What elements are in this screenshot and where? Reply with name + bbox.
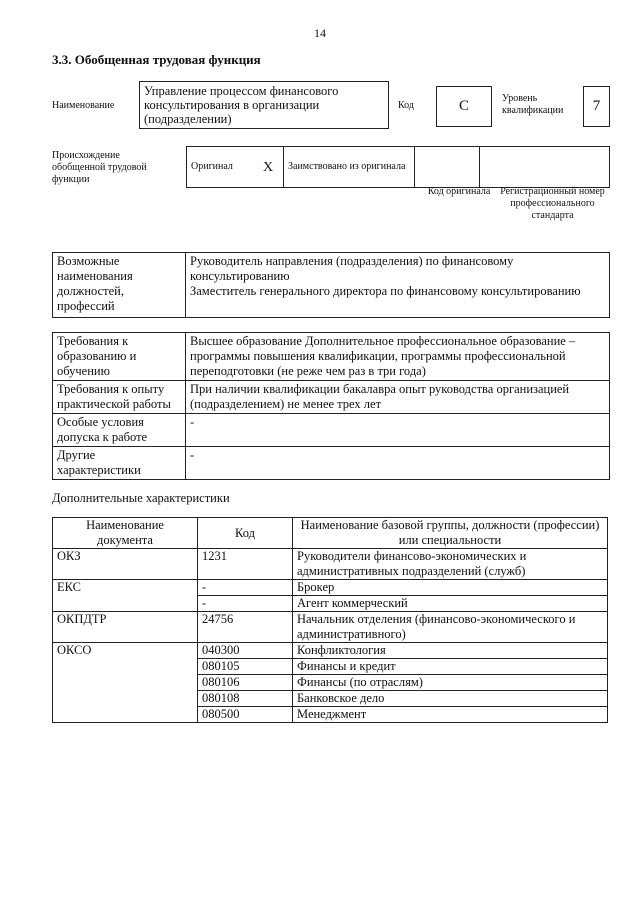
origin-table — [186, 146, 610, 188]
level-label: Уровень квалификации — [502, 93, 564, 116]
table-row — [53, 612, 608, 643]
code-cell: 080105 — [198, 659, 293, 675]
section-title: 3.3. Обобщенная трудовая функция — [52, 52, 261, 67]
name-cell: Брокер — [293, 580, 608, 596]
table-row — [53, 643, 608, 659]
name-cell: Финансы (по отраслям) — [293, 675, 608, 691]
name-cell: Менеджмент — [293, 707, 608, 723]
requirement-row — [53, 447, 610, 480]
position-2: Заместитель генерального директора по финансовому консультированию — [190, 284, 581, 298]
doc-cell: ОКПДТР — [53, 612, 198, 643]
code-cell: 1231 — [198, 549, 293, 580]
origin-label: Происхождение обобщенной трудовой функции — [52, 150, 147, 185]
table-row — [53, 580, 608, 596]
requirement-label: Требования к образованию и обучению — [53, 333, 186, 381]
additional-table — [52, 517, 608, 723]
requirements-table — [52, 332, 610, 480]
code-caption: Код оригинала — [427, 186, 491, 197]
original-label: Оригинал — [187, 147, 254, 188]
function-name: Управление процессом финансового консультирования в организации (подразделении) — [139, 81, 389, 129]
name-label: Наименование — [52, 100, 115, 111]
table-row — [53, 549, 608, 580]
name-cell: Начальник отделения (финансово-экономического и административного) — [293, 612, 608, 643]
code-cell: - — [198, 580, 293, 596]
level-value: 7 — [583, 86, 610, 127]
doc-cell: ОКЗ — [53, 549, 198, 580]
original-code-cell — [415, 147, 480, 188]
position-1: Руководитель направления (подразделения) по финансовому консультированию — [190, 254, 514, 283]
doc-cell: ОКСО — [53, 643, 198, 723]
requirement-label: Требования к опыту практической работы — [53, 381, 186, 414]
name-cell: Финансы и кредит — [293, 659, 608, 675]
reg-caption: Регистрационный номер профессионального стандарта — [500, 186, 605, 221]
code-cell: 24756 — [198, 612, 293, 643]
page-number: 14 — [314, 26, 326, 40]
positions-table — [52, 252, 610, 318]
requirement-label: Особые условия допуска к работе — [53, 414, 186, 447]
name-cell: Конфликтология — [293, 643, 608, 659]
reg-number-cell — [480, 147, 610, 188]
additional-title: Дополнительные характеристики — [52, 491, 230, 505]
positions-label: Возможные наименования должностей, профессий — [53, 253, 186, 318]
code-cell: 080108 — [198, 691, 293, 707]
requirement-label: Другие характеристики — [53, 447, 186, 480]
requirement-row — [53, 414, 610, 447]
requirement-row — [53, 381, 610, 414]
name-cell: Руководители финансово-экономических и административных подразделений (служб) — [293, 549, 608, 580]
name-cell: Агент коммерческий — [293, 596, 608, 612]
code-cell: 080106 — [198, 675, 293, 691]
code-cell: - — [198, 596, 293, 612]
requirement-value: Высшее образование Дополнительное профессиональное образование – программы повышения квалификации, программы профессиональной переподготовки (не реже чем раз в три года) — [186, 333, 610, 381]
code-value: С — [436, 86, 492, 127]
col-doc-header: Наименование документа — [53, 518, 198, 549]
code-cell: 040300 — [198, 643, 293, 659]
requirement-value: При наличии квалификации бакалавра опыт руководства организацией (подразделением) не менее трех лет — [186, 381, 610, 414]
col-code-header: Код — [198, 518, 293, 549]
borrowed-label: Заимствовано из оригинала — [284, 147, 415, 188]
requirement-value: - — [186, 414, 610, 447]
requirement-row — [53, 333, 610, 381]
code-cell: 080500 — [198, 707, 293, 723]
requirement-value: - — [186, 447, 610, 480]
col-name-header: Наименование базовой группы, должности (профессии) или специальности — [293, 518, 608, 549]
doc-cell: ЕКС — [53, 580, 198, 612]
original-mark: Х — [253, 147, 284, 188]
name-cell: Банковское дело — [293, 691, 608, 707]
code-label: Код — [398, 100, 414, 111]
